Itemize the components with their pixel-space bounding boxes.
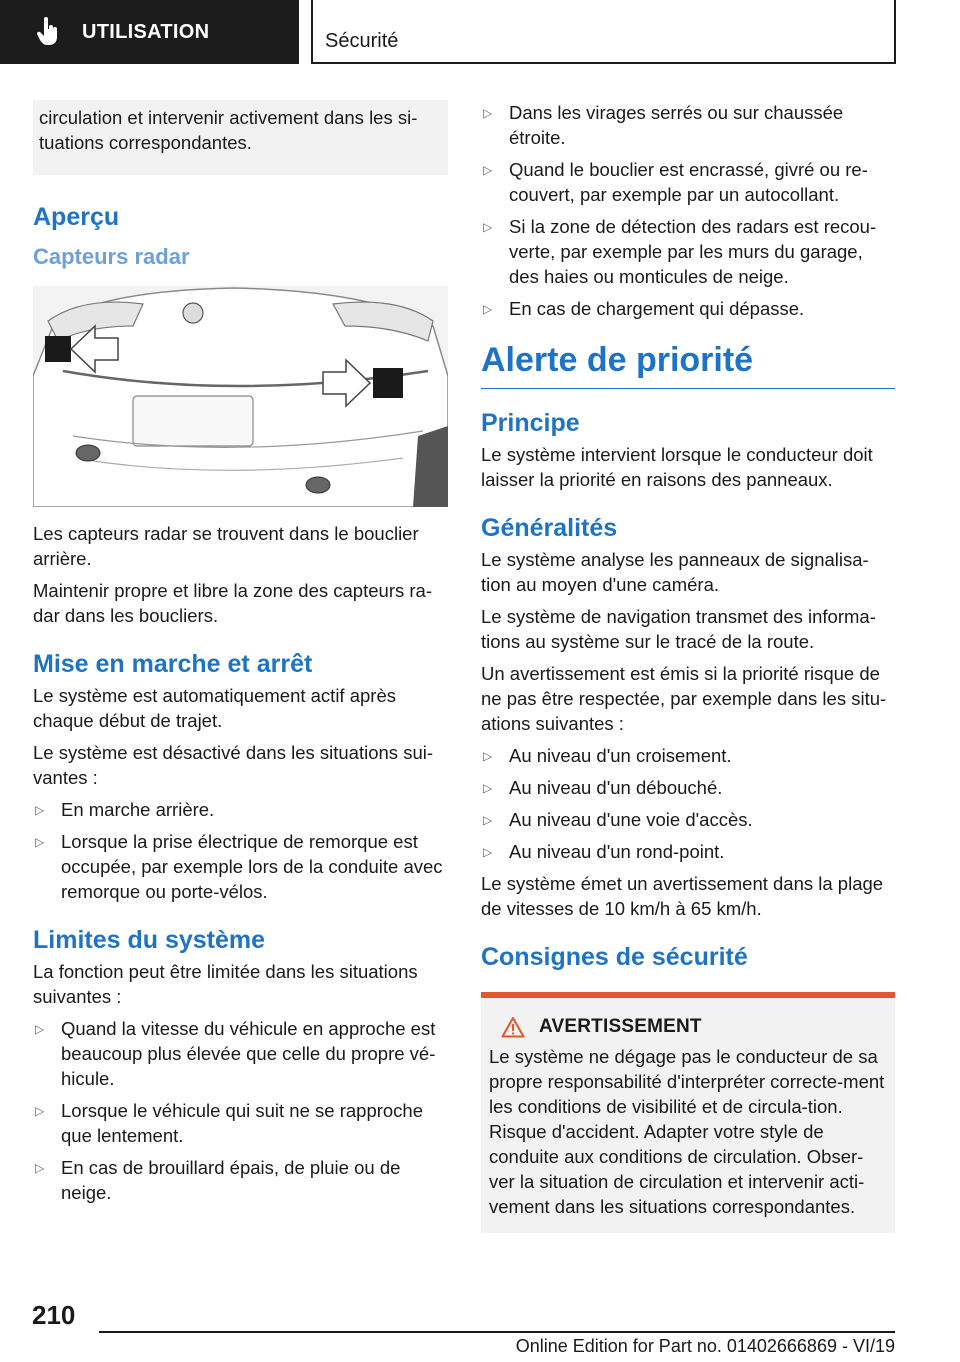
limites-list bbox=[33, 1016, 448, 1205]
heading-consignes: Consignes de sécurité bbox=[481, 943, 748, 971]
marche-list bbox=[33, 797, 448, 904]
warning-label: AVERTISSEMENT bbox=[539, 1016, 702, 1037]
chapter-title: Sécurité bbox=[325, 30, 399, 52]
principe-paragraph: Le système intervient lorsque le conducteur doit laisser la priorité en raisons des panneaux. bbox=[481, 444, 873, 490]
list-item: ▷ En cas de brouillard épais, de pluie ou de neige. bbox=[35, 1157, 401, 1203]
left-column bbox=[33, 100, 448, 1212]
list-item: ▷ En marche arrière. bbox=[33, 797, 448, 822]
heading-apercu: Aperçu bbox=[33, 203, 120, 231]
bullet-icon: ▷ bbox=[35, 803, 45, 817]
list-item: ▷ Quand le bouclier est encrassé, givré ou re-couvert, par exemple par un autocollant. bbox=[483, 159, 868, 205]
bullet-icon: ▷ bbox=[483, 781, 493, 795]
capteurs-paragraph-1: Les capteurs radar se trouvent dans le bouclier arrière. bbox=[33, 523, 419, 569]
heading-generalites: Généralités bbox=[481, 514, 618, 542]
list-item: ▷ Lorsque la prise électrique de remorque est occupée, par exemple lors de la conduite avec remorque ou porte-vélos. bbox=[35, 831, 443, 902]
footer-divider bbox=[99, 1331, 895, 1333]
footer-edition: Online Edition for Part no. 01402666869 - VI/19 bbox=[515, 1336, 895, 1356]
list-item: ▷ Au niveau d'une voie d'accès. bbox=[481, 807, 895, 832]
continued-list bbox=[481, 100, 895, 321]
heading-principe: Principe bbox=[481, 409, 580, 437]
marche-paragraph-1: Le système est automatiquement actif après chaque début de trajet. bbox=[33, 685, 396, 731]
bullet-icon: ▷ bbox=[483, 749, 493, 763]
bullet-icon: ▷ bbox=[35, 1022, 45, 1036]
warning-header bbox=[489, 1016, 887, 1038]
heading-alerte-priorite: Alerte de priorité bbox=[481, 341, 895, 389]
continued-box bbox=[33, 100, 448, 175]
list-item: ▷ Au niveau d'un débouché. bbox=[481, 775, 895, 800]
car-rear-radar-illustration bbox=[33, 286, 448, 507]
marche-paragraph-2: Le système est désactivé dans les situations sui-vantes : bbox=[33, 742, 433, 788]
page-number: 210 bbox=[32, 1300, 76, 1330]
list-item: ▷ Quand la vitesse du véhicule en approche est beaucoup plus élevée que celle du propre vé-hicule. bbox=[35, 1018, 436, 1089]
list-item: ▷ Si la zone de détection des radars est recou-verte, par exemple par les murs du garage, des haies ou monticules de neige. bbox=[483, 216, 877, 287]
generalites-paragraph-4: Le système émet un avertissement dans la plage de vitesses de 10 km/h à 65 km/h. bbox=[481, 873, 884, 919]
chapter-tab bbox=[311, 0, 896, 64]
bullet-icon: ▷ bbox=[35, 1104, 45, 1118]
heading-mise-en-marche: Mise en marche et arrêt bbox=[33, 650, 313, 678]
warning-box bbox=[481, 992, 895, 1233]
warning-triangle-icon bbox=[501, 1016, 525, 1038]
list-item: ▷ Au niveau d'un rond-point. bbox=[481, 839, 895, 864]
section-title: UTILISATION bbox=[82, 20, 210, 43]
generalites-paragraph-3: Un avertissement est émis si la priorité risque de ne pas être respectée, par exemple dans les situ-ations suivantes : bbox=[481, 663, 887, 734]
bullet-icon: ▷ bbox=[483, 163, 493, 177]
list-item: ▷ Dans les virages serrés ou sur chaussée étroite. bbox=[483, 102, 844, 148]
bullet-icon: ▷ bbox=[483, 813, 493, 827]
list-item: ▷ En cas de chargement qui dépasse. bbox=[481, 296, 895, 321]
heading-limites: Limites du système bbox=[33, 926, 266, 954]
bullet-icon: ▷ bbox=[483, 106, 493, 120]
generalites-paragraph-2: Le système de navigation transmet des informa-tions au système sur le tracé de la route. bbox=[481, 606, 876, 652]
generalites-list bbox=[481, 743, 895, 864]
heading-capteurs-radar: Capteurs radar bbox=[33, 244, 190, 269]
generalites-paragraph-1: Le système analyse les panneaux de signalisa-tion au moyen d'une caméra. bbox=[481, 549, 869, 595]
limites-paragraph: La fonction peut être limitée dans les situations suivantes : bbox=[33, 961, 418, 1007]
bullet-icon: ▷ bbox=[35, 1161, 45, 1175]
warning-text: Le système ne dégage pas le conducteur de sa propre responsabilité d'interpréter correcte-ment les conditions de visibilité et de circula-tion. Risque d'accident. Adapter votre style de conduite aux conditions de circulation. Obser-ver la situation de circulation et intervenir acti-vement dans les situations correspondantes. bbox=[489, 1046, 885, 1217]
bullet-icon: ▷ bbox=[483, 220, 493, 234]
bullet-icon: ▷ bbox=[483, 845, 493, 859]
bullet-icon: ▷ bbox=[483, 302, 493, 316]
section-tab bbox=[0, 0, 299, 64]
hand-pointer-icon bbox=[36, 17, 60, 47]
list-item: ▷ Au niveau d'un croisement. bbox=[481, 743, 895, 768]
right-column bbox=[481, 100, 895, 1233]
list-item: ▷ Lorsque le véhicule qui suit ne se rapproche que lentement. bbox=[35, 1100, 424, 1146]
bullet-icon: ▷ bbox=[35, 835, 45, 849]
continued-text: circulation et intervenir activement dans les si-tuations correspondantes. bbox=[39, 107, 418, 153]
capteurs-paragraph-2: Maintenir propre et libre la zone des capteurs ra-dar dans les boucliers. bbox=[33, 580, 432, 626]
